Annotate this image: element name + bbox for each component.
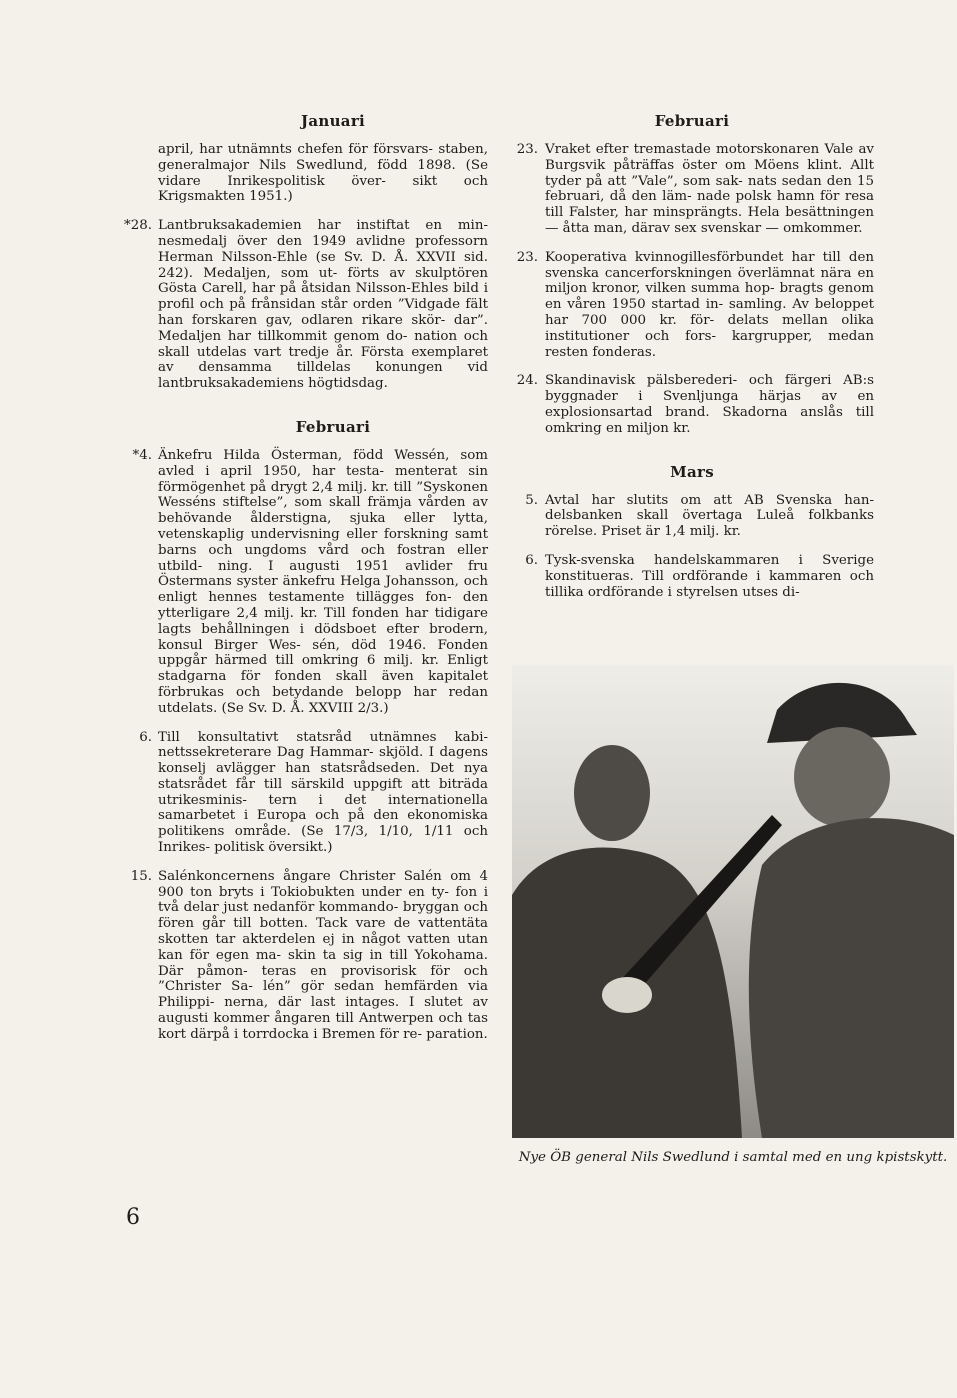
- right-column: [510, 112, 874, 613]
- heading-february-right: Februari: [654, 112, 730, 130]
- entry-feb-6: [118, 730, 488, 856]
- entry-text: Lantbruksakademien har instiftat en min- nesmedalj över den 1949 avlidne professorn Herman Nilsson-Ehle (se Sv. D. Å. XXVII sid. 242). Medaljen, som ut- förts av skulptören Gösta Carell, har på åtsidan Nilsson-Ehles bild i profil och på frånsidan står orden ”Vidgade fält han forskaren gav, odlaren rikare skör- dar”. Medaljen har tillkommit genom do- nation och skall utdelas vart tredje år. Första exemplaret av densamma tilldelas konungen vid lantbruksakademiens högtidsdag.: [158, 218, 488, 392]
- entry-feb-4: [118, 448, 488, 717]
- entry-text: Avtal har slutits om att AB Svenska han- delsbanken skall övertaga Luleå folkbanks rörelse. Priset är 1,4 milj. kr.: [545, 492, 874, 540]
- soldier-head: [574, 745, 650, 841]
- entry-text: Skandinavisk pälsberederi- och färgeri AB:s byggnader i Svenljunga härjas av en explosionsartad brand. Skadorna anslås till omkring en miljon kr.: [545, 373, 874, 436]
- entry-number: 15.: [130, 868, 152, 884]
- entry-feb-23-vale: [510, 142, 874, 237]
- entry-number: *4.: [132, 447, 152, 463]
- entry-text: Tysk-svenska handelskammaren i Sverige konstitueras. Till ordförande i kammaren och tillika ordförande i styrelsen utses di-: [545, 552, 874, 600]
- entry-text: Salénkoncernens ångare Christer Salén om 4 900 ton bryts i Tokiobukten under en ty- fon i två delar just nedanför kommando- bryggan och fören går till botten. Tack vare de vattentäta skotten tar akterdelen ej in något vatten utan kan för egen ma- skin ta sig in till Yokohama. Där påmon- teras en provisorisk för och ”Christer Sa- lén” gör sedan hemfärden via Philippi- nerna, där last intages. I slutet av augusti kommer ångaren till Antwerpen och tas kort därpå i torrdocka i Bremen för re- paration.: [158, 868, 488, 1042]
- entry-mar-6: [510, 553, 874, 600]
- entry-number: *28.: [124, 218, 152, 234]
- entry-number: 5.: [525, 492, 538, 508]
- entry-jan-28: [118, 218, 488, 392]
- hands: [602, 977, 652, 1013]
- entry-january-continuation: [118, 142, 488, 205]
- entry-text: april, har utnämnts chefen för försvars- staben, generalmajor Nils Swedlund, född 1898. (Se vidare Inrikespolitisk över- sikt och Krigsmakten 1951.): [158, 142, 488, 205]
- entry-feb-23-cancer: [510, 250, 874, 361]
- entry-number: 23.: [516, 249, 538, 265]
- photo-illustration: [512, 665, 954, 1138]
- general-coat: [749, 818, 954, 1138]
- entry-number: 24.: [516, 373, 538, 389]
- entry-number: 6.: [139, 729, 152, 745]
- entry-feb-24: [510, 373, 874, 436]
- heading-march: Mars: [670, 462, 714, 481]
- entry-text: Änkefru Hilda Österman, född Wessén, som avled i april 1950, har testa- menterat sin förmögenhet på drygt 2,4 milj. kr. till ”Syskonen Wesséns stiftelse”, som skall främja vården av behövande ålderstigna, sjuka eller lytta, vetenskaplig undervisning eller forskning samt barns och ungdoms vård och fostran eller utbild- ning. I augusti 1951 avlider fru Östermans syster änkefru Helga Johansson, och enligt hennes testamente tillägges fon- den ytterligare 2,4 milj. kr. Till fonden har tidigare lagts behållningen i dödsboet efter brodern, konsul Birger Wes- sén, död 1946. Fonden uppgår härmed till omkring 6 milj. kr. Enligt stadgarna för fonden skall även kapitalet förbrukas och betydande belopp har redan utdelats. (Se Sv. D. Å. XXVIII 2/3.): [158, 447, 488, 716]
- photo-general-and-soldier: [512, 665, 954, 1138]
- entry-number: 6.: [525, 552, 538, 568]
- heading-january: Januari: [300, 112, 366, 130]
- entry-mar-5: [510, 493, 874, 540]
- entry-number: 23.: [516, 142, 538, 157]
- entry-text: Vraket efter tremastade motorskonaren Vale av Burgsvik påträffas öster om Möens klint. Allt tyder på att ”Vale”, som sak- nats sedan den 15 februari, då den läm- nade polsk hamn för resa till Falster, har minsprängts. Hela besättningen — åtta man, därav sex svenskar — omkommer.: [545, 142, 874, 236]
- page-number: 6: [126, 1205, 140, 1230]
- left-column: [118, 112, 488, 1056]
- general-head: [794, 727, 890, 827]
- entry-text: Till konsultativt statsråd utnämnes kabi- nettssekreterare Dag Hammar- skjöld. I dagens konselj avlägger han statsrådseden. Det nya statsrådet får till särskild uppgift att biträda utrikesminis- tern i det internationella samarbetet i Europa och på den ekonomiska politikens område. (Se 17/3, 1/10, 1/11 och Inrikes- politisk översikt.): [158, 729, 488, 856]
- heading-february-left: Februari: [295, 417, 371, 436]
- entry-feb-15: [118, 869, 488, 1043]
- entry-text: Kooperativa kvinnogillesförbundet har till den svenska cancerforskningen överlämnat nära en miljon kronor, vilken summa hop- bragts genom en våren 1950 startad in- samling. Av beloppet har 700 000 kr. för- delats mellan olika institutioner och fors- kargrupper, medan resten fonderas.: [545, 249, 874, 360]
- photo-caption: Nye ÖB general Nils Swedlund i samtal med en ung kpistskytt.: [518, 1150, 948, 1165]
